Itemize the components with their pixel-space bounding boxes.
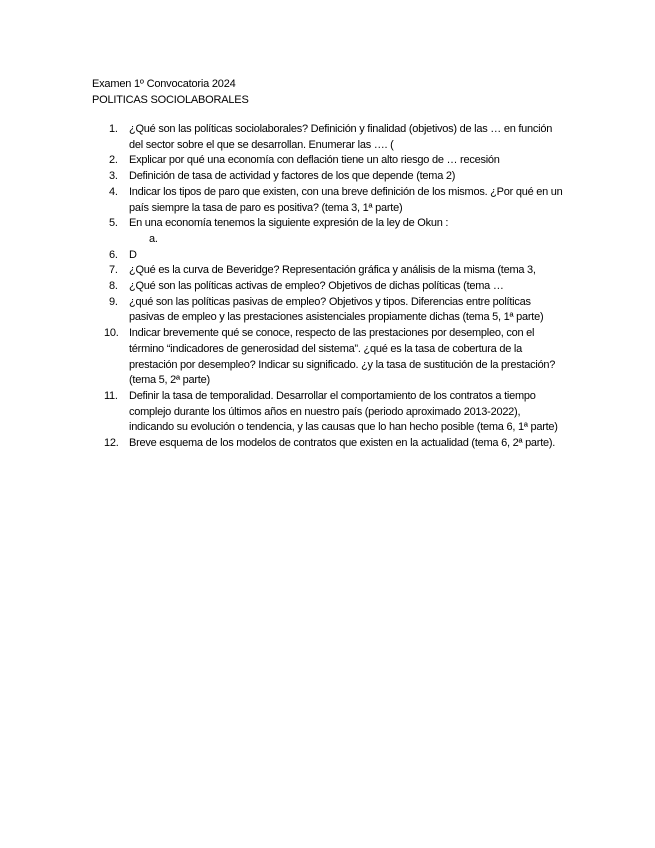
question-number: 2. <box>109 154 118 167</box>
question-text: Breve esquema de los modelos de contratos que existen en la actualidad (tema 6, 2ª parte). <box>129 437 556 450</box>
question-item <box>92 153 567 169</box>
question-number: 8. <box>109 280 118 293</box>
question-number: 9. <box>109 295 118 308</box>
question-text: Definición de tasa de actividad y factores de los que depende (tema 2) <box>129 170 456 183</box>
question-number: 5. <box>109 217 118 230</box>
question-item <box>92 122 567 153</box>
question-text: D <box>129 248 137 261</box>
question-number: 3. <box>109 170 118 183</box>
question-item <box>92 263 567 279</box>
question-number: 12. <box>104 437 119 450</box>
question-item <box>92 326 567 389</box>
question-number: 4. <box>109 185 118 198</box>
question-item <box>92 248 567 264</box>
question-text: Indicar los tipos de paro que existen, con una breve definición de los mismos. ¿Por qué en un país siempre la tasa de paro es positiva? (tema 3, 1ª parte) <box>129 185 563 214</box>
subject-title: POLITICAS SOCIOLABORALES <box>92 94 249 106</box>
question-item <box>92 279 567 295</box>
question-text: Explicar por qué una economía con deflación tiene un alto riesgo de … recesión <box>129 154 500 167</box>
document-header <box>92 76 572 108</box>
question-number: 6. <box>109 248 118 261</box>
question-text: ¿Qué son las políticas sociolaborales? Definición y finalidad (objetivos) de las … en función del sector sobre el que se desarrollan. Enumerar las …. ( <box>129 123 553 151</box>
question-item <box>92 169 567 185</box>
question-number: 11. <box>104 389 118 402</box>
question-text: ¿qué son las políticas pasivas de empleo? Objetivos y tipos. Diferencias entre políticas pasivas de empleo y las prestaciones asistenciales propiamente dichas (tema 5, 1ª parte) <box>129 295 544 324</box>
question-text: Definir la tasa de temporalidad. Desarrollar el comportamiento de los contratos a tiempo complejo durante los últimos años en nuestro país (periodo aproximado 2013-2022), indicando su evolución o tendencia, y las causas que lo han hecho posible (tema 6, 1ª parte) <box>129 389 558 434</box>
question-number: 10. <box>104 327 119 340</box>
question-number: 1. <box>109 123 118 135</box>
question-item <box>92 216 567 247</box>
question-item <box>92 389 567 436</box>
question-text: ¿Qué es la curva de Beveridge? Representación gráfica y análisis de la misma (tema 3, <box>129 264 536 277</box>
sub-item: a. <box>149 232 158 245</box>
exam-title: Examen 1º Convocatoria 2024 <box>92 78 236 90</box>
question-list <box>92 122 567 452</box>
question-item <box>92 295 567 326</box>
question-text: En una economía tenemos la siguiente expresión de la ley de Okun : <box>129 217 449 230</box>
question-text: ¿Qué son las políticas activas de empleo? Objetivos de dichas políticas (tema … <box>129 280 504 293</box>
question-item <box>92 436 567 452</box>
question-item <box>92 185 567 216</box>
question-number: 7. <box>109 264 118 277</box>
question-text: Indicar brevemente qué se conoce, respecto de las prestaciones por desempleo, con el término “indicadores de generosidad del sistema”. ¿qué es la tasa de cobertura de la prestación por desempleo? Indicar su significado. ¿y la tasa de sustitución de la prestación? (tema 5, 2ª parte) <box>129 327 556 387</box>
